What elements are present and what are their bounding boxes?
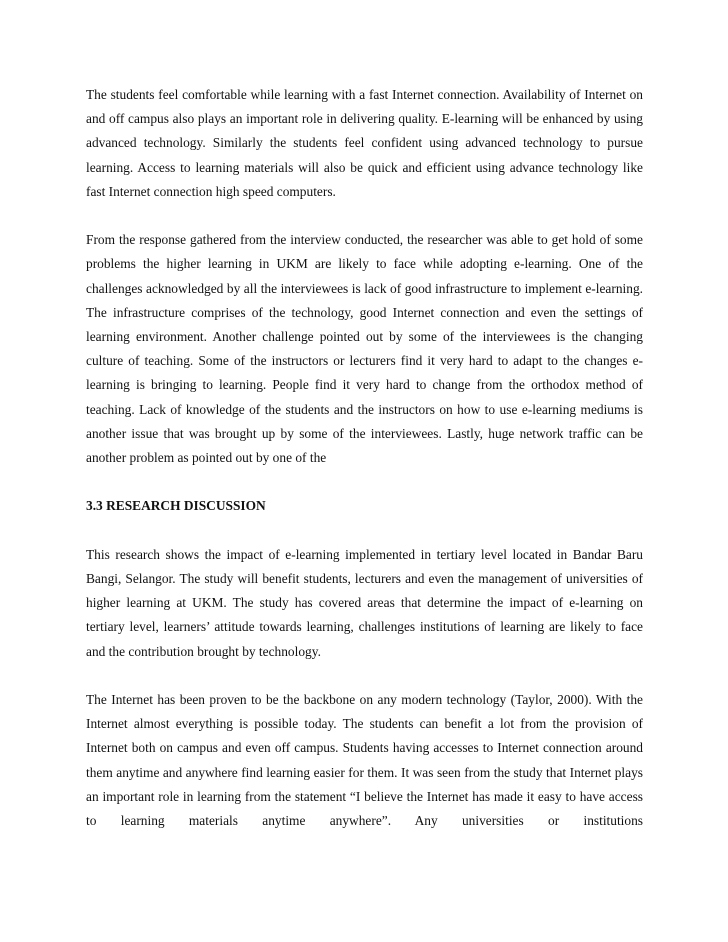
- page-content: [86, 83, 643, 833]
- paragraph-internet-backbone: The Internet has been proven to be the backbone on any modern technology (Taylor, 2000). With the Internet almost everything is possible today. The students can benefit a lot from the provision of Internet both on campus and even off campus. Students having accesses to Internet connection around them anytime and anywhere find learning easier for them. It was seen from the study that Internet plays an important role in learning from the statement “I believe the Internet has made it easy to have access to learning materials anytime anywhere”. Any universities or institutions: [86, 692, 643, 829]
- paragraph-internet-comfort: The students feel comfortable while learning with a fast Internet connection. Availability of Internet on and off campus also plays an important role in delivering quality. E-learning will be enhanced by using advanced technology. Similarly the students feel confident using advanced technology to pursue learning. Access to learning materials will also be quick and efficient using advance technology like fast Internet connection high speed computers.: [86, 87, 643, 199]
- paragraph-research-impact: This research shows the impact of e-learning implemented in tertiary level located in Bandar Baru Bangi, Selangor. The study will benefit students, lecturers and even the management of universities of higher learning at UKM. The study has covered areas that determine the impact of e-learning on tertiary level, learners’ attitude towards learning, challenges institutions of learning are likely to face and the contribution brought by technology.: [86, 546, 643, 659]
- paragraph-interview-findings: From the response gathered from the interview conducted, the researcher was able to get hold of some problems the higher learning in UKM are likely to face while adopting e-learning. One of the challenges acknowledged by all the interviewees is lack of good infrastructure to implement e-learning. The infrastructure comprises of the technology, good Internet connection and even the settings of learning environment. Another challenge pointed out by some of the interviewees is the changing culture of teaching. Some of the instructors or lecturers find it very hard to adapt to the changes e-learning is bringing to learning. People find it very hard to change from the orthodox method of teaching. Lack of knowledge of the students and the instructors on how to use e-learning mediums is another issue that was brought up by some of the interviewees. Lastly, huge network traffic can be another problem as pointed out by one of the: [86, 232, 643, 466]
- section-heading: 3.3 RESEARCH DISCUSSION: [86, 498, 266, 514]
